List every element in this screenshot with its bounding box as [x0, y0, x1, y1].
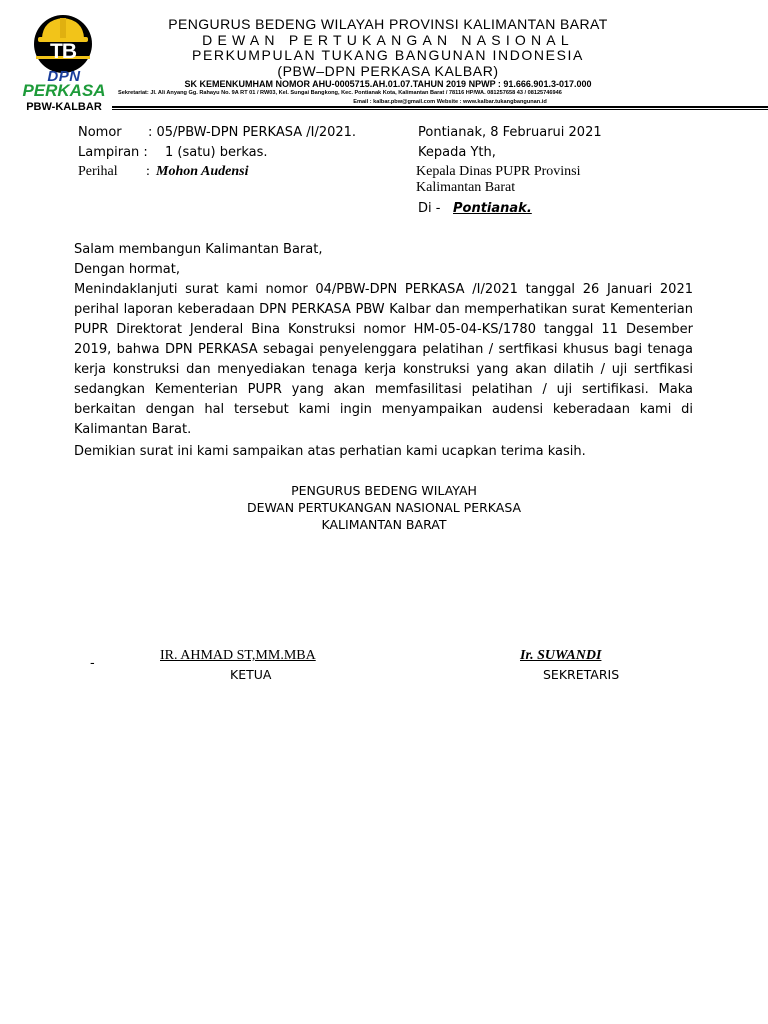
letterhead-divider: [112, 106, 768, 108]
kepada-yth: Kepada Yth,: [418, 145, 496, 160]
letterhead-registration: SK KEMENKUMHAM NOMOR AHU-0005715.AH.01.07.TAHUN 2019 NPWP : 91.666.901.3-017.000: [184, 79, 592, 89]
place-date: Pontianak, 8 Februarui 2021: [418, 125, 602, 140]
org-line-3: KALIMANTAN BARAT: [321, 517, 447, 532]
perihal-colon: :: [146, 164, 150, 179]
chairman-role: KETUA: [230, 667, 272, 682]
recipient-line-2: Kalimantan Barat: [416, 180, 516, 195]
di-label: Di -: [418, 201, 441, 216]
closing-sentence: Demikian surat ini kami sampaikan atas perhatian kami ucapkan terima kasih.: [74, 444, 586, 459]
secretary-name: Ir. SUWANDI: [520, 648, 602, 663]
nomor-value: : 05/PBW-DPN PERKASA /I/2021.: [148, 125, 357, 140]
logo-perkasa-text: PERKASA: [22, 81, 106, 100]
organization-logo: [14, 8, 114, 113]
chairman-name: IR. AHMAD ST,MM.MBA: [160, 648, 316, 663]
org-line-2: DEWAN PERTUKANGAN NASIONAL PERKASA: [246, 500, 522, 515]
perihal-value: Mohon Audensi: [156, 164, 249, 179]
body-paragraph: Menindaklanjuti surat kami nomor 04/PBW-DPN PERKASA /I/2021 tanggal 26 Januari 2021 perihal laporan keberadaan DPN PERKASA PBW Kalbar dan memperhatikan surat Kementerian PUPR Direktorat Jenderal Bina Konstruksi nomor HM-05-04-KS/1780 tanggal 11 Desember 2019, bahwa DPN PERKASA sebagai penyelenggara pelatihan / sertfikasi khusus bagi tenaga kerja konstruksi dan menyediakan tenaga kerja konstruksi yang akan dilatih / uji sertfikasi sedangkan Kementerian PUPR yang akan memfasilitasi pelatihan / uji sertifikasi. Maka berkaitan dengan hal tersebut kami ingin menyampaikan audensi keberadaan kami di Kalimantan Barat.: [74, 282, 693, 437]
greeting-hormat: Dengan hormat,: [74, 262, 181, 277]
di-city: Pontianak.: [453, 201, 532, 216]
letterhead-contact: Email : kalbar.pbw@gmail.com Website : www.kalbar.tukangbangunan.id: [353, 99, 547, 105]
letterhead-divider-thin: [112, 109, 768, 110]
recipient-line-1: Kepala Dinas PUPR Provinsi: [416, 164, 581, 179]
secretary-role: SEKRETARIS: [543, 667, 620, 682]
signature-dash: -: [90, 656, 95, 671]
letterhead-line-3: PERKUMPULAN TUKANG BANGUNAN INDONESIA: [192, 47, 584, 63]
letterhead-address: Sekretariat: Jl. Ali Anyang Gg. Rahayu No. 9A RT 01 / RW03, Kel. Sungai Bangkong, Kec. Pontianak Kota, Kalimantan Barat / 78116 HP/WA. 081257658 43 / 08125746946: [118, 90, 562, 96]
letterhead-line-1: PENGURUS BEDENG WILAYAH PROVINSI KALIMANTAN BARAT: [168, 16, 608, 32]
lampiran-value: 1 (satu) berkas.: [165, 145, 268, 160]
logo-wordmark: [14, 70, 114, 114]
letterhead-line-4: (PBW–DPN PERKASA KALBAR): [277, 63, 499, 79]
logo-dpn-text: DPN: [47, 68, 81, 85]
lampiran-label: Lampiran :: [78, 145, 148, 160]
perihal-label: Perihal: [78, 164, 118, 179]
letter-body: [74, 240, 693, 462]
letterhead-line-2: DEWAN PERTUKANGAN NASIONAL: [202, 32, 574, 48]
org-line-1: PENGURUS BEDENG WILAYAH: [291, 483, 477, 498]
logo-pbw-text: PBW-KALBAR: [26, 101, 102, 113]
greeting-salam: Salam membangun Kalimantan Barat,: [74, 242, 323, 257]
nomor-label: Nomor: [78, 125, 122, 140]
logo-initials: TB: [50, 40, 76, 63]
